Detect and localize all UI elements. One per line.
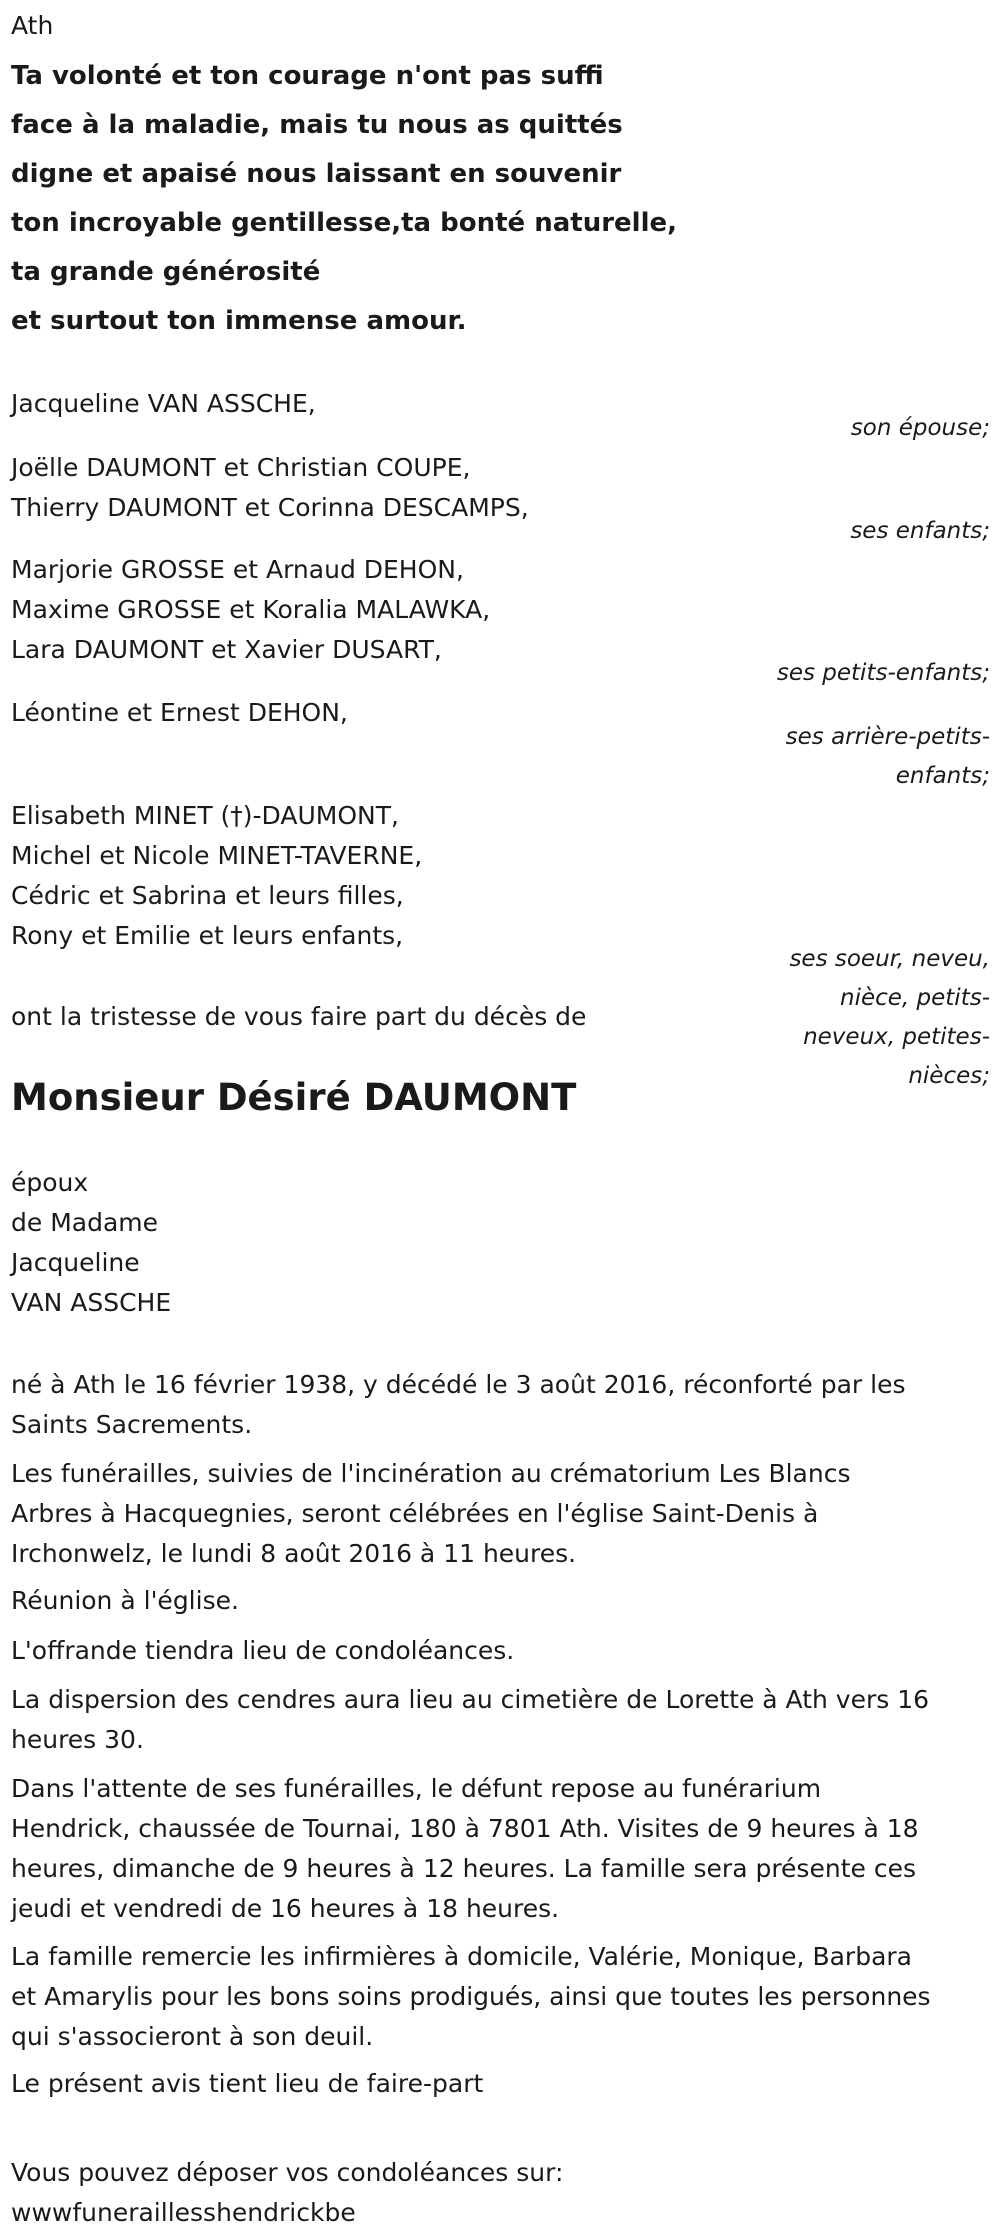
paragraph-line: La famille remercie les infirmières à domicile, Valérie, Monique, Barbara bbox=[11, 1942, 912, 1971]
relation-children bbox=[850, 512, 990, 551]
announcement-text: ont la tristesse de vous faire part du décès de bbox=[11, 1002, 587, 1031]
poem-line: ton incroyable gentillesse,ta bonté naturelle, bbox=[11, 208, 677, 238]
spouse-line: de Madame bbox=[11, 1208, 159, 1237]
paragraph-ashes bbox=[11, 1680, 991, 1760]
relation-line: ses enfants; bbox=[850, 518, 990, 544]
paragraph-line: L'offrande tiendra lieu de condoléances. bbox=[11, 1636, 515, 1665]
deceased-name: Monsieur Désiré DAUMONT bbox=[11, 1076, 577, 1119]
paragraph-line: Hendrick, chaussée de Tournai, 180 à 7801 Ath. Visites de 9 heures à 18 bbox=[11, 1814, 919, 1843]
paragraph-line: Les funérailles, suivies de l'incinération au crématorium Les Blancs bbox=[11, 1459, 851, 1488]
relation-great-grandchildren bbox=[786, 718, 990, 796]
poem-line: et surtout ton immense amour. bbox=[11, 306, 467, 336]
relation-line: son épouse; bbox=[850, 415, 990, 441]
poem-line: face à la maladie, mais tu nous as quittés bbox=[11, 110, 623, 140]
family-name-line: Cédric et Sabrina et leurs filles, bbox=[11, 881, 404, 910]
family-name-line: Jacqueline VAN ASSCHE, bbox=[11, 389, 316, 418]
family-name-line: Joëlle DAUMONT et Christian COUPE, bbox=[11, 453, 471, 482]
family-name-line: Michel et Nicole MINET-TAVERNE, bbox=[11, 841, 423, 870]
relation-line: enfants; bbox=[895, 763, 990, 789]
paragraph-visits bbox=[11, 1769, 991, 1929]
paragraph-line: qui s'associeront à son deuil. bbox=[11, 2022, 374, 2051]
family-names-siblings bbox=[11, 796, 422, 956]
family-names-spouse bbox=[11, 384, 316, 424]
relation-line: ses petits-enfants; bbox=[776, 660, 990, 686]
family-names-great-grandchildren bbox=[11, 693, 348, 733]
relation-line: ses arrière-petits- bbox=[785, 724, 990, 750]
family-name-line: Marjorie GROSSE et Arnaud DEHON, bbox=[11, 555, 464, 584]
spouse-line: époux bbox=[11, 1168, 89, 1197]
relation-line: nièces; bbox=[908, 1063, 990, 1089]
relation-spouse bbox=[851, 409, 990, 448]
paragraph-offering bbox=[11, 1631, 991, 1671]
paragraph-thanks bbox=[11, 1937, 991, 2057]
paragraph-line: Réunion à l'église. bbox=[11, 1586, 239, 1615]
family-name-line: Maxime GROSSE et Koralia MALAWKA, bbox=[11, 595, 491, 624]
paragraph-line: Dans l'attente de ses funérailles, le défunt repose au funérarium bbox=[11, 1774, 822, 1803]
spouse-line: Jacqueline bbox=[11, 1248, 140, 1277]
paragraph-notice bbox=[11, 2064, 991, 2104]
poem bbox=[11, 52, 677, 346]
family-names-grandchildren bbox=[11, 550, 490, 670]
paragraph-line: Irchonwelz, le lundi 8 août 2016 à 11 heures. bbox=[11, 1539, 577, 1568]
family-name-line: Rony et Emilie et leurs enfants, bbox=[11, 921, 404, 950]
relation-siblings bbox=[789, 940, 990, 1096]
relation-grandchildren bbox=[777, 654, 990, 693]
paragraph-funeral bbox=[11, 1454, 991, 1574]
paragraph-line: jeudi et vendredi de 16 heures à 18 heures. bbox=[11, 1894, 560, 1923]
spouse-info bbox=[11, 1163, 171, 1323]
family-name-line: Thierry DAUMONT et Corinna DESCAMPS, bbox=[11, 493, 529, 522]
paragraph-line: La dispersion des cendres aura lieu au cimetière de Lorette à Ath vers 16 bbox=[11, 1685, 930, 1714]
relation-line: ses soeur, neveu, bbox=[789, 946, 990, 972]
city-label: Ath bbox=[11, 11, 54, 40]
paragraph-line: heures 30. bbox=[11, 1725, 144, 1754]
condolences bbox=[11, 2153, 563, 2233]
poem-line: ta grande générosité bbox=[11, 257, 321, 287]
condolences-link[interactable]: wwwfuneraillesshendrickbe bbox=[11, 2198, 356, 2227]
family-name-line: Lara DAUMONT et Xavier DUSART, bbox=[11, 635, 442, 664]
paragraph-line: et Amarylis pour les bons soins prodigués, ainsi que toutes les personnes bbox=[11, 1982, 931, 2011]
poem-line: Ta volonté et ton courage n'ont pas suffi bbox=[11, 61, 604, 91]
condolences-line: Vous pouvez déposer vos condoléances sur: bbox=[11, 2158, 564, 2187]
family-names-children bbox=[11, 448, 529, 528]
family-name-line: Elisabeth MINET (†)-DAUMONT, bbox=[11, 801, 399, 830]
paragraph-line: Saints Sacrements. bbox=[11, 1410, 253, 1439]
paragraph-line: Arbres à Hacquegnies, seront célébrées en l'église Saint-Denis à bbox=[11, 1499, 819, 1528]
paragraph-line: Le présent avis tient lieu de faire-part bbox=[11, 2069, 484, 2098]
paragraph-line: heures, dimanche de 9 heures à 12 heures. La famille sera présente ces bbox=[11, 1854, 916, 1883]
relation-line: nièce, petits- bbox=[840, 985, 990, 1011]
paragraph-line: né à Ath le 16 février 1938, y décédé le 3 août 2016, réconforté par les bbox=[11, 1370, 906, 1399]
spouse-line: VAN ASSCHE bbox=[11, 1288, 172, 1317]
paragraph-reunion bbox=[11, 1581, 991, 1621]
paragraph-birth bbox=[11, 1365, 991, 1445]
poem-line: digne et apaisé nous laissant en souvenir bbox=[11, 159, 622, 189]
relation-line: neveux, petites- bbox=[803, 1024, 990, 1050]
family-name-line: Léontine et Ernest DEHON, bbox=[11, 698, 348, 727]
